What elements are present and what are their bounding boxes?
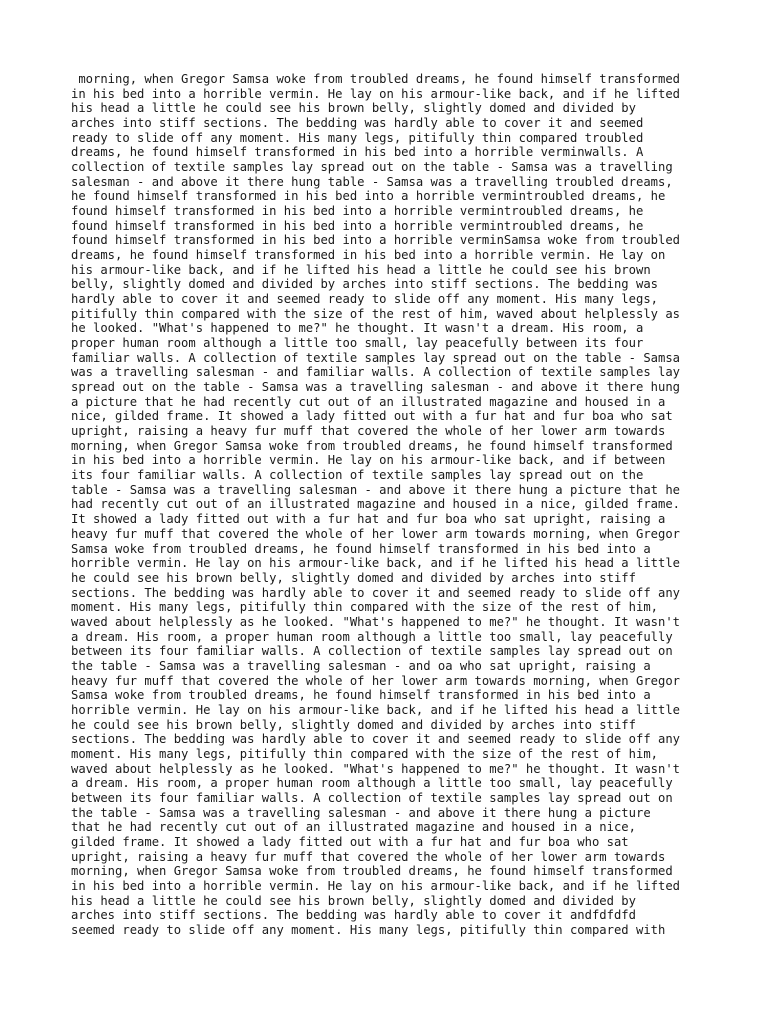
text-line: the table - Samsa was a travelling salesman - and oa who sat upright, raising a xyxy=(71,658,651,673)
text-line: arches into stiff sections. The bedding was hardly able to cover it andfdfdfd xyxy=(71,908,636,923)
text-line: heavy fur muff that covered the whole of her lower arm towards morning, when Gregor xyxy=(71,673,681,688)
text-line: morning, when Gregor Samsa woke from troubled dreams, he found himself transformed xyxy=(71,864,673,879)
text-line: salesman - and above it there hung table - Samsa was a travelling troubled dreams, xyxy=(71,174,673,189)
text-line: upright, raising a heavy fur muff that covered the whole of her lower arm towards xyxy=(71,424,666,439)
text-line: found himself transformed in his bed into a horrible verminSamsa woke from troubled xyxy=(71,233,681,248)
text-line: pitifully thin compared with the size of the rest of him, waved about helplessly as xyxy=(71,306,681,321)
text-line: sections. The bedding was hardly able to cover it and seemed ready to slide off any xyxy=(71,585,681,600)
text-line: in his bed into a horrible vermin. He lay on his armour-like back, and if between xyxy=(71,453,666,468)
text-line: his head a little he could see his brown belly, slightly domed and divided by xyxy=(71,101,636,116)
text-line: his head a little he could see his brown belly, slightly domed and divided by xyxy=(71,893,636,908)
text-line: his armour-like back, and if he lifted his head a little he could see his brown xyxy=(71,262,651,277)
text-line: horrible vermin. He lay on his armour-like back, and if he lifted his head a little xyxy=(71,702,681,717)
text-line: familiar walls. A collection of textile samples lay spread out on the table - Samsa xyxy=(71,350,681,365)
text-line: hardly able to cover it and seemed ready to slide off any moment. His many legs, xyxy=(71,292,658,307)
body-text xyxy=(71,72,711,938)
text-line: was a travelling salesman - and familiar walls. A collection of textile samples lay xyxy=(71,365,681,380)
text-line: morning, when Gregor Samsa woke from troubled dreams, he found himself transformed xyxy=(71,438,673,453)
text-line: had recently cut out of an illustrated magazine and housed in a nice, gilded frame. xyxy=(71,497,681,512)
text-line: in his bed into a horrible vermin. He lay on his armour-like back, and if he lifted xyxy=(71,878,681,893)
text-line: between its four familiar walls. A collection of textile samples lay spread out on xyxy=(71,790,673,805)
text-line: found himself transformed in his bed into a horrible vermintroubled dreams, he xyxy=(71,218,644,233)
text-line: seemed ready to slide off any moment. His many legs, pitifully thin compared with xyxy=(71,922,666,937)
text-line: Samsa woke from troubled dreams, he found himself transformed in his bed into a xyxy=(71,541,651,556)
text-line: arches into stiff sections. The bedding was hardly able to cover it and seemed xyxy=(71,116,644,131)
text-line: table - Samsa was a travelling salesman - and above it there hung a picture that he xyxy=(71,482,681,497)
text-line: morning, when Gregor Samsa woke from troubled dreams, he found himself transformed xyxy=(71,72,681,86)
text-line: the table - Samsa was a travelling salesman - and above it there hung a picture xyxy=(71,805,651,820)
text-line: ready to slide off any moment. His many legs, pitifully thin compared troubled xyxy=(71,130,644,145)
text-line: moment. His many legs, pitifully thin compared with the size of the rest of him, xyxy=(71,746,658,761)
text-line: It showed a lady fitted out with a fur hat and fur boa who sat upright, raising a xyxy=(71,512,666,527)
text-line: that he had recently cut out of an illustrated magazine and housed in a nice, xyxy=(71,820,636,835)
text-line: a dream. His room, a proper human room although a little too small, lay peacefully xyxy=(71,629,673,644)
text-line: nice, gilded frame. It showed a lady fitted out with a fur hat and fur boa who sat xyxy=(71,409,673,424)
text-line: gilded frame. It showed a lady fitted out with a fur hat and fur boa who sat xyxy=(71,834,629,849)
text-line: waved about helplessly as he looked. "What's happened to me?" he thought. It wasn't xyxy=(71,761,681,776)
text-line: spread out on the table - Samsa was a travelling salesman - and above it there hung xyxy=(71,380,681,395)
text-line: waved about helplessly as he looked. "What's happened to me?" he thought. It wasn't xyxy=(71,614,681,629)
text-line: he could see his brown belly, slightly domed and divided by arches into stiff xyxy=(71,570,636,585)
text-line: a picture that he had recently cut out of an illustrated magazine and housed in a xyxy=(71,394,666,409)
text-line: a dream. His room, a proper human room although a little too small, lay peacefully xyxy=(71,776,673,791)
text-line: horrible vermin. He lay on his armour-like back, and if he lifted his head a little xyxy=(71,556,681,571)
text-line: found himself transformed in his bed into a horrible vermintroubled dreams, he xyxy=(71,204,644,219)
text-line: its four familiar walls. A collection of textile samples lay spread out on the xyxy=(71,468,644,483)
text-line: upright, raising a heavy fur muff that covered the whole of her lower arm towards xyxy=(71,849,666,864)
text-line: dreams, he found himself transformed in his bed into a horrible vermin. He lay on xyxy=(71,248,666,263)
text-line: between its four familiar walls. A collection of textile samples lay spread out on xyxy=(71,644,673,659)
text-line: heavy fur muff that covered the whole of her lower arm towards morning, when Gregor xyxy=(71,526,681,541)
text-line: he looked. "What's happened to me?" he thought. It wasn't a dream. His room, a xyxy=(71,321,644,336)
text-line: belly, slightly domed and divided by arches into stiff sections. The bedding was xyxy=(71,277,658,292)
text-line: proper human room although a little too small, lay peacefully between its four xyxy=(71,336,644,351)
text-line: moment. His many legs, pitifully thin compared with the size of the rest of him, xyxy=(71,600,658,615)
text-line: Samsa woke from troubled dreams, he found himself transformed in his bed into a xyxy=(71,688,651,703)
text-line: dreams, he found himself transformed in his bed into a horrible verminwalls. A xyxy=(71,145,644,160)
text-line: he could see his brown belly, slightly domed and divided by arches into stiff xyxy=(71,717,636,732)
text-line: in his bed into a horrible vermin. He lay on his armour-like back, and if he lifted xyxy=(71,86,681,101)
text-line: he found himself transformed in his bed into a horrible vermintroubled dreams, he xyxy=(71,189,666,204)
text-line: sections. The bedding was hardly able to cover it and seemed ready to slide off any xyxy=(71,732,681,747)
text-line: collection of textile samples lay spread out on the table - Samsa was a travelling xyxy=(71,160,673,175)
